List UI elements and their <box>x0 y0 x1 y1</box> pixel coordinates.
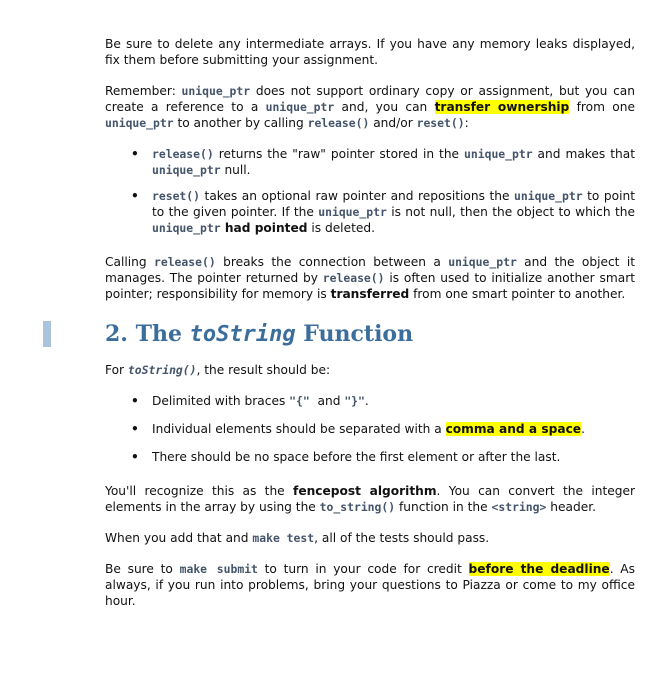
release-paragraph <box>105 254 635 302</box>
heading-prefix: 2. The <box>105 321 190 347</box>
code-unique-ptr: unique_ptr <box>181 84 251 98</box>
text: . As always, if you run into problems, bring your questions to Piazza or come to my office hour. <box>105 562 635 608</box>
text: to point to the given pointer. If the <box>152 189 635 219</box>
text: . You can convert the integer elements in the array by using the <box>105 484 635 514</box>
code-to-string: to_string() <box>319 500 396 514</box>
text: and <box>309 394 345 408</box>
code-unique-ptr: unique_ptr <box>318 205 387 219</box>
text: does not support ordinary copy or assignment, but you can create a reference to a <box>105 84 636 114</box>
code-unique-ptr: unique_ptr <box>464 147 533 161</box>
code-release: release() <box>307 116 370 130</box>
text: , all of the tests should pass. <box>314 531 490 545</box>
text: and the object it manages. The pointer returned by <box>105 255 635 285</box>
text: Delimited with braces <box>152 394 290 408</box>
text: from one <box>569 100 635 114</box>
text: . <box>364 394 369 408</box>
code-reset: reset() <box>416 116 465 130</box>
highlight-transfer-ownership: transfer ownership <box>434 100 570 114</box>
text: takes an optional raw pointer and repositions the <box>200 189 514 203</box>
document-page <box>105 36 635 609</box>
heading-accent-bar <box>43 321 51 347</box>
text: is often used to initialize another smart pointer; responsibility for memory is <box>105 271 635 301</box>
make-test-paragraph <box>105 530 635 546</box>
code-unique-ptr: unique_ptr <box>265 100 335 114</box>
text: is deleted. <box>307 221 375 235</box>
text: Be sure to <box>105 562 180 576</box>
fencepost-paragraph <box>105 483 635 515</box>
text: to another by calling <box>173 116 308 130</box>
list-item-separator <box>105 421 635 437</box>
bold-fencepost-algorithm: fencepost algorithm <box>293 484 437 498</box>
list-item-release <box>105 146 635 178</box>
text: and makes that <box>532 147 635 161</box>
bold-had-pointed: had pointed <box>220 221 308 235</box>
text: to turn in your code for credit <box>257 562 469 576</box>
code-release: release() <box>152 147 214 161</box>
release-reset-list <box>105 146 635 236</box>
unique-ptr-paragraph <box>105 83 635 131</box>
text: function in the <box>395 500 492 514</box>
text: header. <box>546 500 596 514</box>
code-unique-ptr: unique_ptr <box>105 116 174 130</box>
section-heading <box>88 317 635 352</box>
code-open-brace: "{" <box>289 394 310 408</box>
text: . <box>581 422 585 436</box>
code-release: release() <box>153 255 216 269</box>
text: and/or <box>369 116 417 130</box>
code-make-test: make test <box>252 531 315 545</box>
text: You'll recognize this as the <box>105 484 294 498</box>
bold-transferred: transferred <box>330 287 410 301</box>
text: When you add that and <box>105 531 253 545</box>
text: For <box>105 363 128 377</box>
text: : <box>464 116 469 130</box>
tostring-requirements-list <box>105 393 635 465</box>
tostring-intro <box>105 362 635 378</box>
code-make-submit: make submit <box>179 562 258 576</box>
heading-suffix: Function <box>295 321 414 347</box>
code-string-header: <string> <box>491 500 547 514</box>
code-release: release() <box>322 271 385 285</box>
highlight-comma-and-space: comma and a space <box>445 422 582 436</box>
text: There should be no space before the first element or after the last. <box>152 450 561 464</box>
text: Individual elements should be separated with a <box>152 422 446 436</box>
text: Remember: <box>105 84 182 98</box>
code-unique-ptr: unique_ptr <box>152 221 221 235</box>
text: Calling <box>105 255 154 269</box>
memory-leak-paragraph: Be sure to delete any intermediate arrays. If you have any memory leaks displayed, fix them before submitting your assignment. <box>105 37 635 67</box>
list-item-reset <box>105 188 635 236</box>
code-tostring: toString() <box>127 363 197 377</box>
highlight-before-deadline: before the deadline <box>468 562 610 576</box>
code-close-brace: "}" <box>344 394 365 408</box>
heading-code: toString <box>189 322 296 347</box>
section-title <box>105 317 635 352</box>
list-item-no-space <box>105 449 635 465</box>
code-reset: reset() <box>152 189 201 203</box>
list-item-braces <box>105 393 635 409</box>
text: breaks the connection between a <box>215 255 449 269</box>
text: null. <box>220 163 251 177</box>
text: is not null, then the object to which the <box>386 205 635 219</box>
text: returns the "raw" pointer stored in the <box>213 147 465 161</box>
text: and, you can <box>334 100 435 114</box>
code-unique-ptr: unique_ptr <box>448 255 517 269</box>
text: , the result should be: <box>196 363 331 377</box>
code-unique-ptr: unique_ptr <box>514 189 583 203</box>
text: from one smart pointer to another. <box>409 287 626 301</box>
submit-paragraph <box>105 561 635 609</box>
code-unique-ptr: unique_ptr <box>152 163 221 177</box>
